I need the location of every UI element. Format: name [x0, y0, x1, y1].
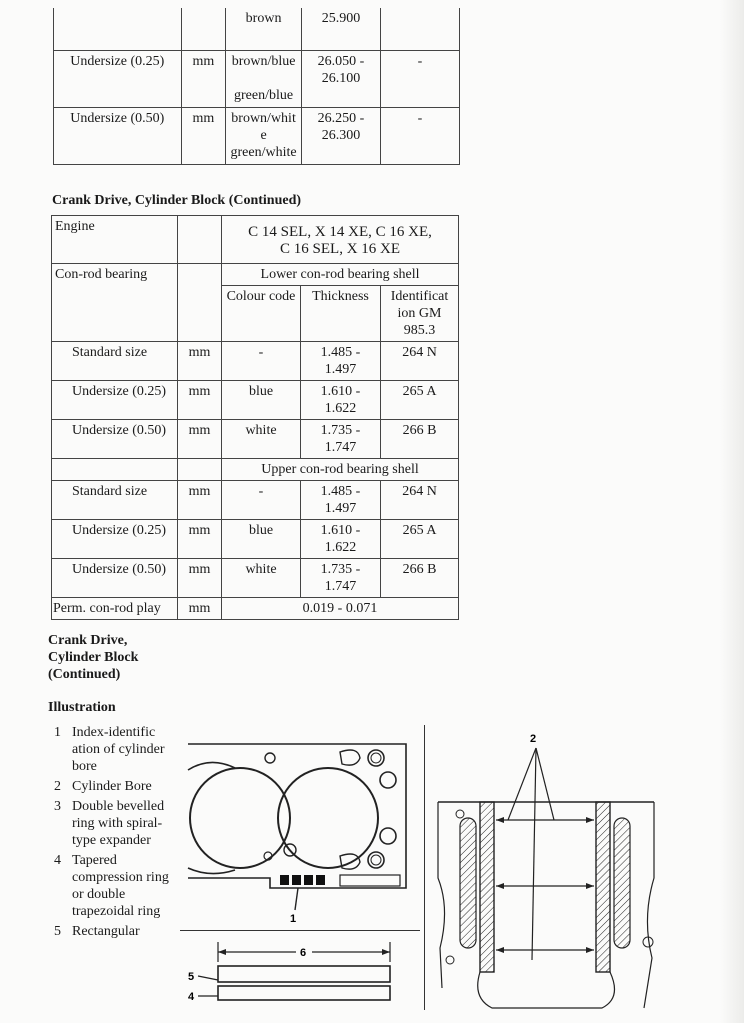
row-id: 266 B [381, 559, 459, 598]
gasket-label-plate [340, 875, 400, 886]
figure-label-2: 2 [530, 733, 537, 745]
figure-label-5: 5 [188, 971, 195, 983]
table-row [52, 381, 459, 420]
row-value: 26.250 - 26.300 [302, 107, 381, 164]
bearing-label: Con-rod bearing [52, 264, 178, 342]
conrod-table [51, 215, 459, 620]
table-row [52, 559, 459, 598]
piston-ring-4 [218, 986, 390, 1000]
block-outline-right [644, 802, 654, 1008]
engine-label: Engine [52, 216, 178, 264]
col-ident: Identificat ion GM 985.3 [381, 286, 459, 342]
row-colour: - [222, 342, 301, 381]
top-table [53, 8, 460, 165]
illustration-heading: Illustration [48, 700, 116, 715]
cylinder-wall-left [480, 802, 494, 972]
legend-item [50, 923, 170, 940]
section-title: Crank Drive, Cylinder Block (Continued) [52, 193, 302, 208]
row-thickness: 1.735 - 1.747 [301, 420, 381, 459]
bolt-hole [371, 855, 381, 865]
row-unit: mm [181, 107, 226, 164]
row-unit: mm [178, 420, 222, 459]
row-label: Undersize (0.50) [52, 420, 178, 459]
empty-cell [52, 459, 178, 481]
engine-row [52, 216, 459, 264]
upper-header: Upper con-rod bearing shell [222, 459, 459, 481]
row-colour: white [222, 559, 301, 598]
row-colour: white [222, 420, 301, 459]
dimension-arrow [218, 949, 226, 955]
leader-line-2 [508, 748, 536, 820]
row-unit [181, 8, 226, 50]
side-heading [48, 632, 138, 683]
colour-line-1: brown/blue [231, 53, 296, 69]
table-row [52, 520, 459, 559]
row-id: 264 N [381, 481, 459, 520]
leader-line-5 [198, 976, 218, 980]
measurement-lines [496, 820, 594, 950]
row-colour [226, 50, 302, 107]
bolt-hole [446, 956, 454, 964]
cylinder-bore-circle [278, 768, 378, 868]
legend-text: Rectangular [72, 924, 140, 939]
colour-line-2: green/white [230, 144, 297, 160]
cylinder-block-section [432, 728, 660, 1013]
water-passage [340, 854, 360, 869]
engine-value: C 14 SEL, X 14 XE, C 16 XE, C 16 SEL, X 16 XE [222, 216, 459, 264]
row-id: - [381, 50, 460, 107]
page-edge-shadow [720, 0, 744, 1023]
row-id: 265 A [381, 520, 459, 559]
water-jacket-left [460, 818, 476, 948]
legend-item [50, 724, 170, 775]
legend-item [50, 778, 170, 795]
row-unit: mm [181, 50, 226, 107]
row-colour: blue [222, 381, 301, 420]
row-label: Standard size [52, 481, 178, 520]
dimension-arrow [382, 949, 390, 955]
row-value: 25.900 [302, 8, 381, 50]
figure-label-6: 6 [300, 947, 307, 959]
row-colour [226, 107, 302, 164]
row-label: Undersize (0.50) [52, 559, 178, 598]
play-unit: mm [178, 598, 222, 620]
bolt-hole [371, 753, 381, 763]
head-gasket-drawing [180, 738, 412, 928]
row-colour: brown [226, 8, 302, 50]
row-thickness: 1.485 - 1.497 [301, 342, 381, 381]
bolt-hole [368, 852, 384, 868]
row-id: - [381, 107, 460, 164]
row-label: Undersize (0.25) [52, 520, 178, 559]
row-label: Standard size [52, 342, 178, 381]
bolt-hole [456, 810, 464, 818]
water-passage [340, 750, 360, 765]
illustration-legend [50, 724, 170, 943]
legend-num: 2 [54, 779, 61, 794]
cylinder-bore-circle [190, 768, 290, 868]
colour-line-1: brown/whit e [231, 110, 296, 143]
bolt-hole [380, 772, 396, 788]
row-value: 26.050 - 26.100 [302, 50, 381, 107]
row-label: Undersize (0.50) [54, 107, 182, 164]
bolt-hole [380, 828, 396, 844]
row-id: 265 A [381, 381, 459, 420]
legend-text: Cylinder Bore [72, 779, 152, 794]
measurement-arrows [496, 817, 594, 953]
table-row [54, 8, 460, 50]
leader-line-1 [295, 888, 298, 910]
col-colour: Colour code [222, 286, 301, 342]
block-outline-left [438, 802, 445, 988]
row-thickness: 1.610 - 1.622 [301, 520, 381, 559]
row-label [54, 8, 182, 50]
side-heading-line: Crank Drive, [48, 633, 128, 648]
table-row [52, 420, 459, 459]
legend-text: Double bevelled ring with spiral-type expander [72, 799, 165, 848]
row-unit: mm [178, 381, 222, 420]
table-row [54, 107, 460, 164]
bolt-hole [265, 753, 275, 763]
row-unit: mm [178, 520, 222, 559]
empty-cell [178, 216, 222, 264]
legend-item [50, 852, 170, 920]
legend-num: 1 [54, 725, 61, 740]
row-id: 264 N [381, 342, 459, 381]
legend-text: Tapered compression ring or double trapezoidal ring [72, 853, 169, 919]
lower-header: Lower con-rod bearing shell [222, 264, 459, 286]
water-jacket-right [614, 818, 630, 948]
row-label: Undersize (0.25) [52, 381, 178, 420]
col-thickness: Thickness [301, 286, 381, 342]
play-label: Perm. con-rod play [52, 598, 178, 620]
table-row [52, 342, 459, 381]
legend-item [50, 798, 170, 849]
piston-ring-5 [218, 966, 390, 982]
empty-cell [178, 264, 222, 342]
row-unit: mm [178, 342, 222, 381]
figure-divider-horizontal [180, 930, 420, 931]
row-colour: - [222, 481, 301, 520]
empty-cell [178, 459, 222, 481]
legend-num: 5 [54, 924, 61, 939]
row-thickness: 1.485 - 1.497 [301, 481, 381, 520]
row-thickness: 1.610 - 1.622 [301, 381, 381, 420]
cylinder-wall-right [596, 802, 610, 972]
row-label: Undersize (0.25) [54, 50, 182, 107]
legend-text: Index-identific ation of cylinder bore [72, 725, 165, 774]
leader-line-2 [532, 748, 536, 960]
figure-divider-vertical [424, 725, 425, 1010]
bearing-row [52, 264, 459, 286]
piston-ring-drawing [180, 938, 412, 1013]
side-heading-line: Cylinder Block [48, 650, 139, 665]
play-row [52, 598, 459, 620]
index-identification-marks [280, 875, 325, 885]
leader-line-2 [536, 748, 554, 820]
row-colour: blue [222, 520, 301, 559]
row-unit: mm [178, 481, 222, 520]
figure-label-1: 1 [290, 913, 297, 925]
row-id: 266 B [381, 420, 459, 459]
side-heading-line: (Continued) [48, 667, 121, 682]
figure-label-4: 4 [188, 991, 195, 1003]
colour-line-2: green/blue [234, 87, 294, 103]
play-value: 0.019 - 0.071 [222, 598, 459, 620]
table-row [54, 50, 460, 107]
upper-header-row [52, 459, 459, 481]
row-thickness: 1.735 - 1.747 [301, 559, 381, 598]
legend-num: 3 [54, 799, 61, 814]
legend-num: 4 [54, 853, 61, 868]
table-row [52, 481, 459, 520]
row-id [381, 8, 460, 50]
row-unit: mm [178, 559, 222, 598]
crankcase-outline [478, 972, 615, 1008]
bolt-hole [368, 750, 384, 766]
